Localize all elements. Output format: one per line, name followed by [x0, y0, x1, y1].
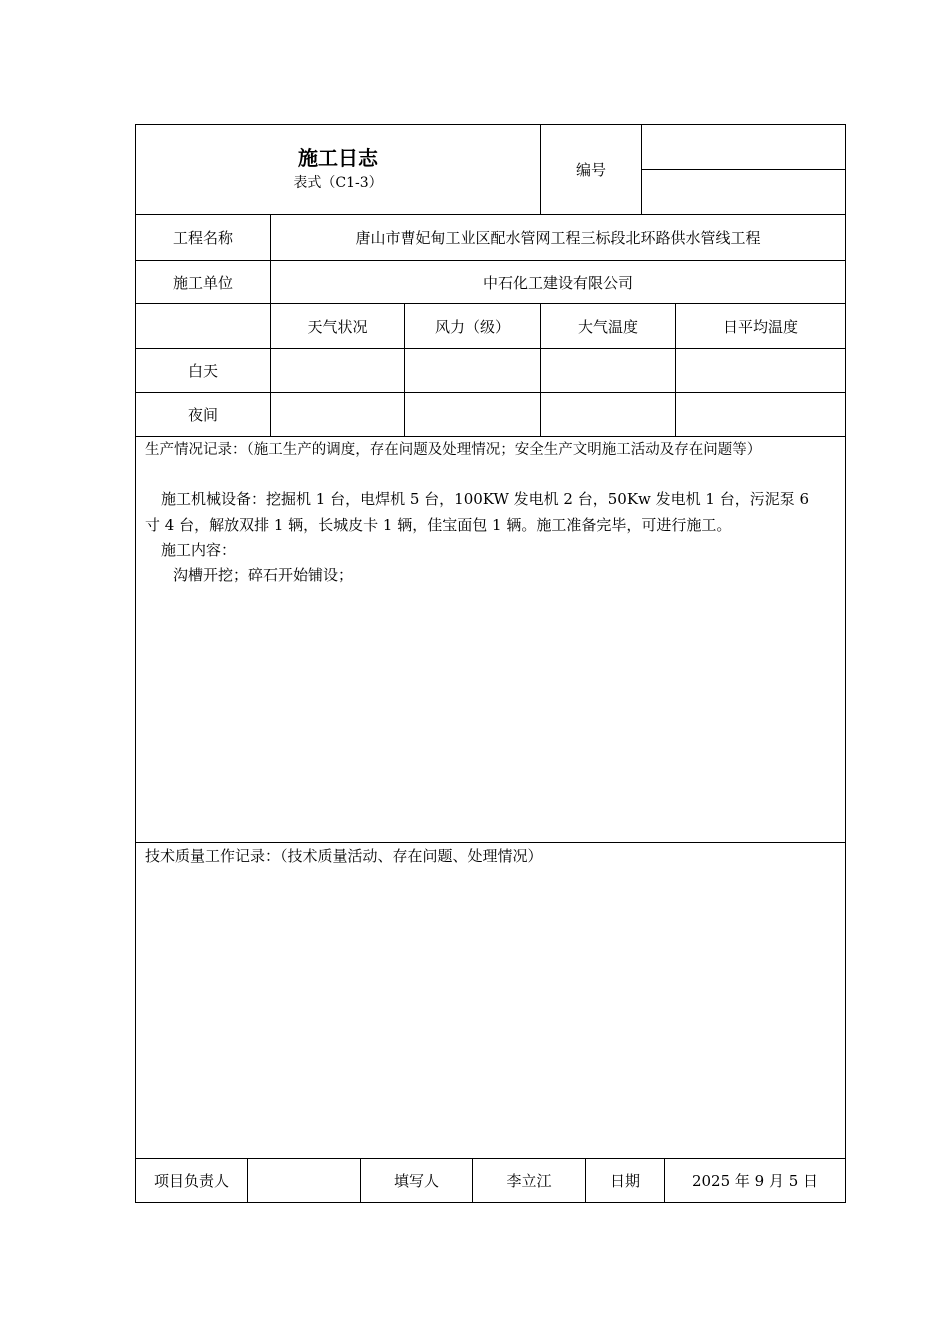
form-code: 表式（C1-3）: [293, 175, 383, 191]
weather-day-condition[interactable]: [271, 349, 404, 392]
construction-content-label: 施工内容：: [161, 541, 237, 559]
project-name-label: 工程名称: [172, 229, 233, 247]
quality-record-heading: 技术质量工作记录：（技术质量活动、存在问题、处理情况）: [145, 847, 543, 865]
weather-night-avg-temp[interactable]: [676, 393, 845, 436]
weather-night-wind[interactable]: [405, 393, 540, 436]
weather-night-condition[interactable]: [271, 393, 404, 436]
weather-header-condition: 天气状况: [307, 317, 368, 336]
weather-day-wind[interactable]: [405, 349, 540, 392]
construction-unit-value: 中石化工建设有限公司: [482, 273, 633, 292]
construction-unit-label: 施工单位: [172, 273, 233, 292]
writer-label: 填写人: [393, 1172, 439, 1190]
production-record-heading: 生产情况记录：（施工生产的调度，存在问题及处理情况；安全生产文明施工活动及存在问题等）: [145, 442, 762, 458]
weather-row-night-label: 夜间: [187, 406, 218, 424]
weather-night-air-temp[interactable]: [541, 393, 675, 436]
date-value: 2025 年 9 月 5 日: [691, 1172, 819, 1190]
weather-day-avg-temp[interactable]: [676, 349, 845, 392]
weather-header-air-temp: 大气温度: [577, 317, 638, 336]
number-field-2[interactable]: [642, 170, 845, 214]
construction-content-value: 沟槽开挖；碎石开始铺设；: [173, 566, 354, 584]
project-manager-value[interactable]: [248, 1159, 360, 1202]
weather-header-wind: 风力（级）: [434, 317, 510, 336]
number-field-1[interactable]: [642, 125, 845, 169]
project-manager-label: 项目负责人: [153, 1172, 229, 1190]
equipment-line-2: 寸 4 台，解放双排 1 辆，长城皮卡 1 辆，佳宝面包 1 辆。施工准备完毕，可进行施工。: [145, 516, 732, 534]
weather-row-day-label: 白天: [187, 362, 218, 380]
project-name-value: 唐山市曹妃甸工业区配水管网工程三标段北环路供水管线工程: [355, 229, 761, 247]
writer-value: 李立江: [506, 1172, 552, 1190]
weather-day-air-temp[interactable]: [541, 349, 675, 392]
number-label: 编号: [575, 161, 606, 179]
form-title: 施工日志: [298, 145, 378, 170]
weather-header-avg-temp: 日平均温度: [722, 317, 798, 336]
equipment-line-1: 施工机械设备：挖掘机 1 台，电焊机 5 台，100KW 发电机 2 台，50Kw 发电机 1 台，污泥泵 6: [161, 490, 810, 508]
date-label: 日期: [609, 1172, 640, 1190]
